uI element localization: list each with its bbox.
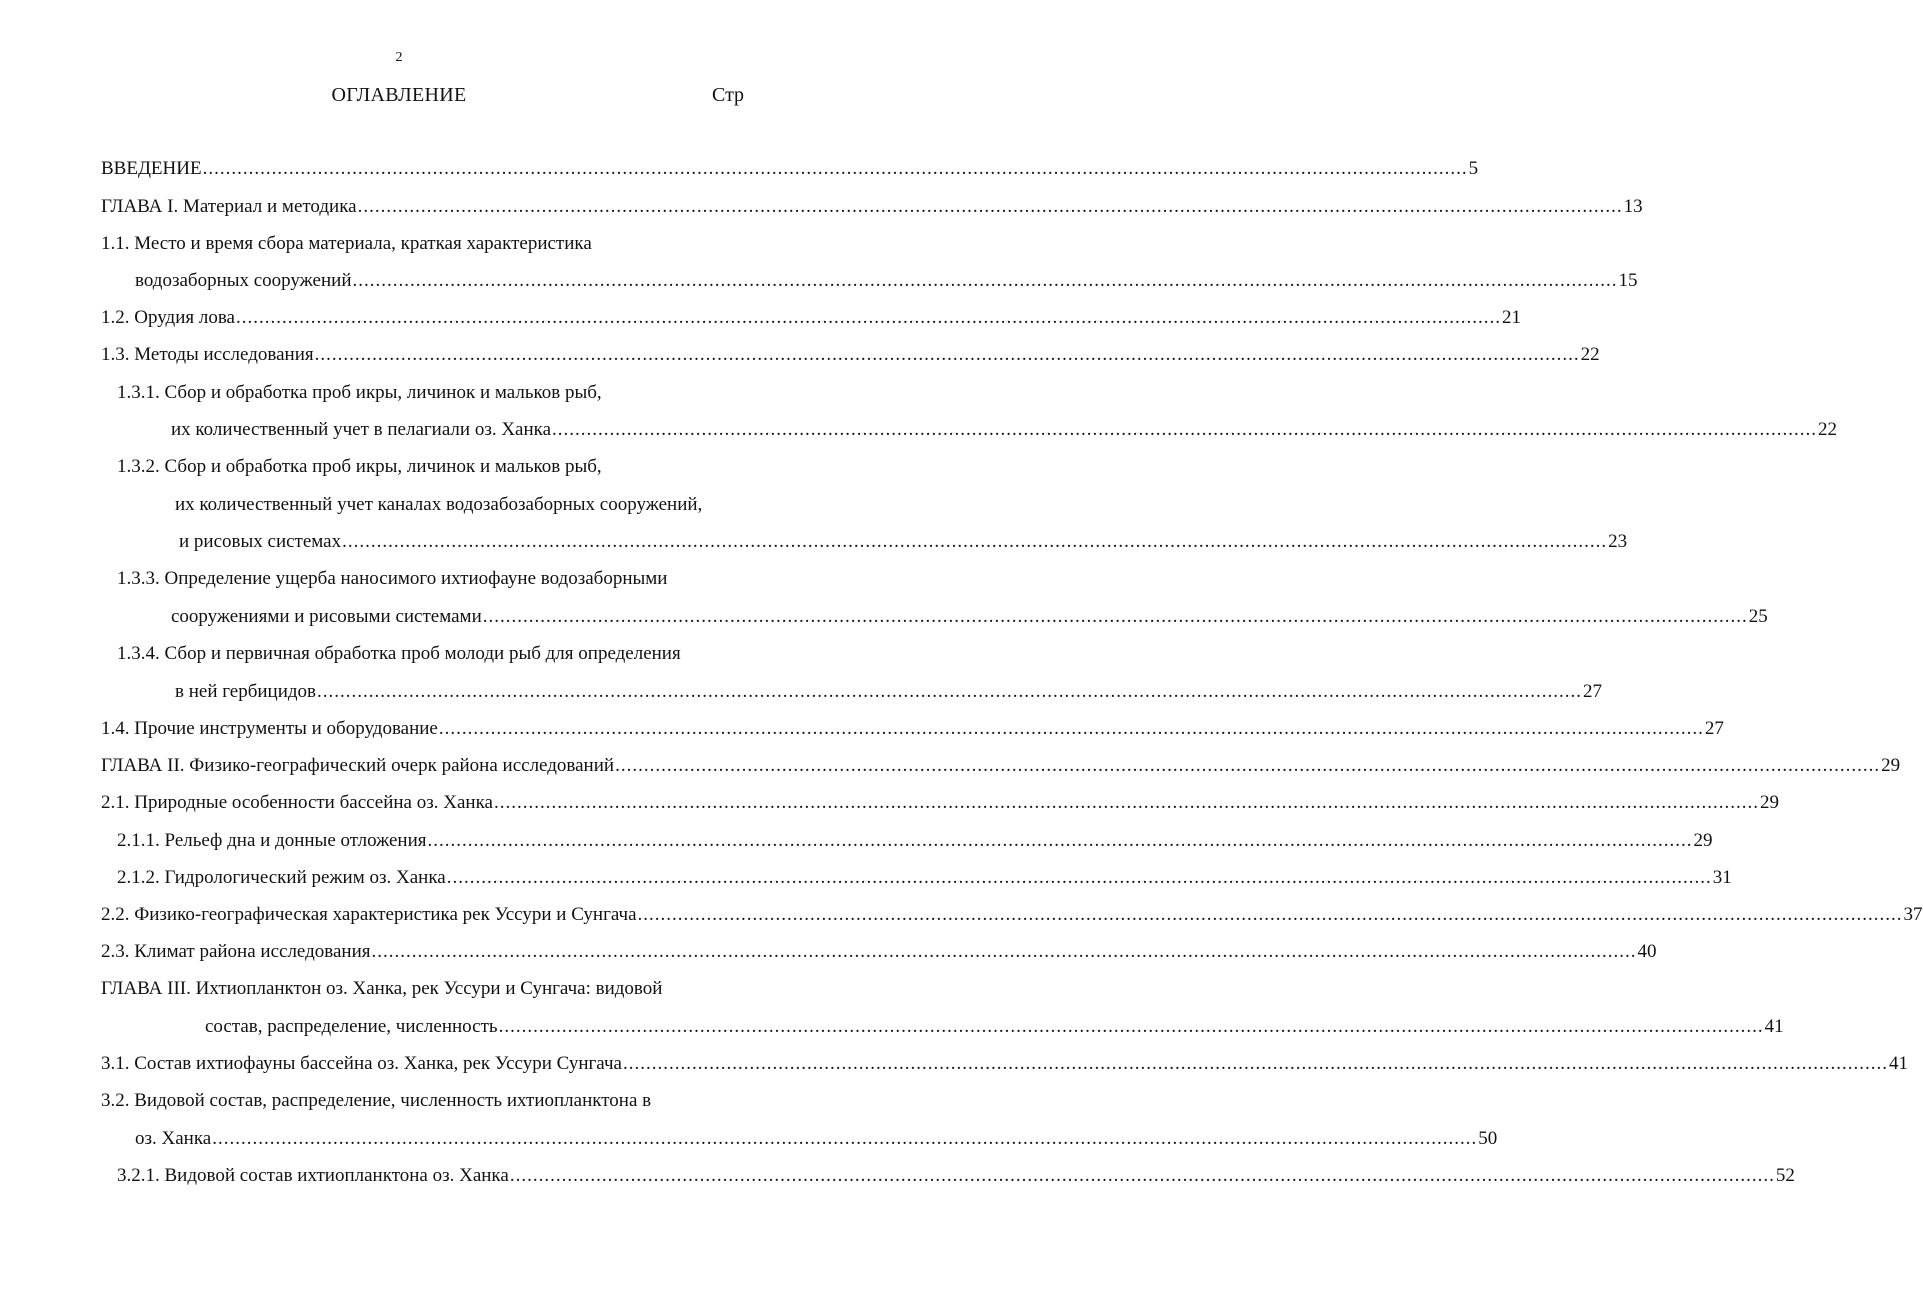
dot-leader: ............................................................................................................................................................................................................................ xyxy=(509,1165,1775,1186)
toc-page-number: 29 xyxy=(1693,830,1713,851)
dot-leader: ............................................................................................................................................................................................................................ xyxy=(446,867,1712,888)
toc-entry-text: в ней гербицидов xyxy=(175,681,317,702)
page-title: ОГЛАВЛЕНИЕ xyxy=(331,84,467,106)
toc-entry-text: водозаборных сооружений xyxy=(135,270,352,291)
toc-entry-text: 3.1. Состав ихтиофауны бассейна оз. Ханка, рек Уссури Сунгача xyxy=(101,1053,622,1074)
toc-entry-text: 3.2.1. Видовой состав ихтиопланктона оз. Ханка xyxy=(117,1165,509,1186)
dot-leader: ............................................................................................................................................................................................................................ xyxy=(427,830,1693,851)
toc-page-number: 41 xyxy=(1888,1053,1908,1074)
toc-page-number: 29 xyxy=(1759,792,1779,813)
page-number: 2 xyxy=(395,50,403,65)
toc-page-number: 29 xyxy=(1881,755,1901,776)
toc-entry-text: ГЛАВА I. Материал и методика xyxy=(101,196,357,217)
dot-leader: ............................................................................................................................................................................................................................ xyxy=(637,904,1903,925)
toc-page-number: 15 xyxy=(1618,270,1638,291)
dot-leader: ............................................................................................................................................................................................................................ xyxy=(493,792,1759,813)
toc-line xyxy=(171,605,1768,629)
toc-page-number: 5 xyxy=(1468,158,1479,179)
toc-entry-text: их количественный учет в пелагиали оз. Ханка xyxy=(171,419,552,440)
dot-leader: ............................................................................................................................................................................................................................ xyxy=(371,941,1637,962)
toc-line xyxy=(171,418,1838,442)
toc-line xyxy=(135,269,1638,293)
page-column-label: Стр xyxy=(712,84,745,106)
toc-entry-text: 1.2. Орудия лова xyxy=(101,307,235,328)
dot-leader: ............................................................................................................................................................................................................................ xyxy=(357,196,1623,217)
dot-leader: ............................................................................................................................................................................................................................ xyxy=(498,1016,1764,1037)
toc-entry-text: их количественный учет каналах водозабозаборных сооружений, xyxy=(175,494,703,515)
dot-leader: ............................................................................................................................................................................................................................ xyxy=(622,1053,1888,1074)
toc-line xyxy=(117,455,753,479)
toc-line xyxy=(101,940,1657,964)
toc-entry-text: 1.3.1. Сбор и обработка проб икры, личинок и мальков рыб, xyxy=(117,382,602,403)
toc-entry-text: 1.3. Методы исследования xyxy=(101,344,314,365)
dot-leader: ............................................................................................................................................................................................................................ xyxy=(438,718,1704,739)
dot-leader: ............................................................................................................................................................................................................................ xyxy=(212,1128,1478,1149)
toc-line xyxy=(205,1015,1784,1039)
dot-leader: ............................................................................................................................................................................................................................ xyxy=(552,419,1818,440)
toc-entry-text: 2.3. Климат района исследования xyxy=(101,941,371,962)
toc-line xyxy=(101,903,1923,927)
toc-line xyxy=(101,1052,1908,1076)
toc-entry-text: ГЛАВА III. Ихтиопланктон оз. Ханка, рек Уссури и Сунгача: видовой xyxy=(101,978,663,999)
toc-line xyxy=(135,1127,1498,1151)
toc-page-number: 31 xyxy=(1712,867,1732,888)
toc-line xyxy=(179,530,1628,554)
toc-line xyxy=(101,754,1901,778)
toc-line xyxy=(101,306,1521,330)
toc-page-number: 27 xyxy=(1704,718,1724,739)
toc-line xyxy=(101,232,750,256)
toc-page-number: 13 xyxy=(1623,196,1643,217)
dot-leader: ............................................................................................................................................................................................................................ xyxy=(482,606,1748,627)
toc-line xyxy=(117,829,1713,853)
toc-page-number: 23 xyxy=(1608,531,1628,552)
toc-entry-text: 2.1.1. Рельеф дна и донные отложения xyxy=(117,830,427,851)
toc-line xyxy=(101,195,1643,219)
dot-leader: ............................................................................................................................................................................................................................ xyxy=(342,531,1608,552)
toc-page-number: 50 xyxy=(1478,1128,1498,1149)
toc-line xyxy=(101,343,1600,367)
toc-line xyxy=(117,866,1732,890)
toc-page-number: 27 xyxy=(1583,681,1603,702)
dot-leader: ............................................................................................................................................................................................................................ xyxy=(314,344,1580,365)
dot-leader: ............................................................................................................................................................................................................................ xyxy=(317,681,1583,702)
toc-page-number: 37 xyxy=(1903,904,1923,925)
toc-page-number: 25 xyxy=(1748,606,1768,627)
toc-entry-text: 1.3.3. Определение ущерба наносимого ихтиофауне водозаборными xyxy=(117,568,668,589)
toc-line xyxy=(175,493,753,517)
toc-page-number: 22 xyxy=(1580,344,1600,365)
toc-entry-text: ГЛАВА II. Физико-географический очерк района исследований xyxy=(101,755,615,776)
toc-line xyxy=(117,642,750,666)
toc-entry-text: и рисовых системах xyxy=(179,531,342,552)
toc-page-number: 52 xyxy=(1775,1165,1795,1186)
toc-entry-text: 1.3.4. Сбор и первичная обработка проб молоди рыб для определения xyxy=(117,643,681,664)
toc-entry-text: 1.4. Прочие инструменты и оборудование xyxy=(101,718,438,739)
toc-entry-text: 2.1.2. Гидрологический режим оз. Ханка xyxy=(117,867,446,888)
toc-page-number: 41 xyxy=(1764,1016,1784,1037)
toc-line xyxy=(101,717,1724,741)
dot-leader: ............................................................................................................................................................................................................................ xyxy=(615,755,1881,776)
toc-line xyxy=(117,381,753,405)
toc-line xyxy=(117,1164,1795,1188)
toc-entry-text: оз. Ханка xyxy=(135,1128,212,1149)
toc-entry-text: состав, распределение, численность xyxy=(205,1016,498,1037)
dot-leader: ............................................................................................................................................................................................................................ xyxy=(235,307,1501,328)
toc-entry-text: сооружениями и рисовыми системами xyxy=(171,606,482,627)
toc-entry-text: 2.1. Природные особенности бассейна оз. Ханка xyxy=(101,792,493,813)
toc-line xyxy=(117,567,756,591)
toc-page-number: 21 xyxy=(1501,307,1521,328)
toc-page-number: 22 xyxy=(1818,419,1838,440)
toc-line xyxy=(101,977,750,1001)
toc-entry-text: ВВЕДЕНИЕ xyxy=(101,158,202,179)
dot-leader: ............................................................................................................................................................................................................................ xyxy=(352,270,1618,291)
toc-page-number: 40 xyxy=(1637,941,1657,962)
toc-entry-text: 1.1. Место и время сбора материала, краткая характеристика xyxy=(101,233,592,254)
toc-entry-text: 3.2. Видовой состав, распределение, численность ихтиопланктона в xyxy=(101,1090,652,1111)
toc-line xyxy=(101,1089,750,1113)
toc-line xyxy=(101,791,1779,815)
toc-entry-text: 2.2. Физико-географическая характеристика рек Уссури и Сунгача xyxy=(101,904,637,925)
toc-entry-text: 1.3.2. Сбор и обработка проб икры, личинок и мальков рыб, xyxy=(117,456,602,477)
dot-leader: ............................................................................................................................................................................................................................ xyxy=(202,158,1468,179)
toc-line xyxy=(175,680,1603,704)
toc-line xyxy=(101,157,1479,181)
